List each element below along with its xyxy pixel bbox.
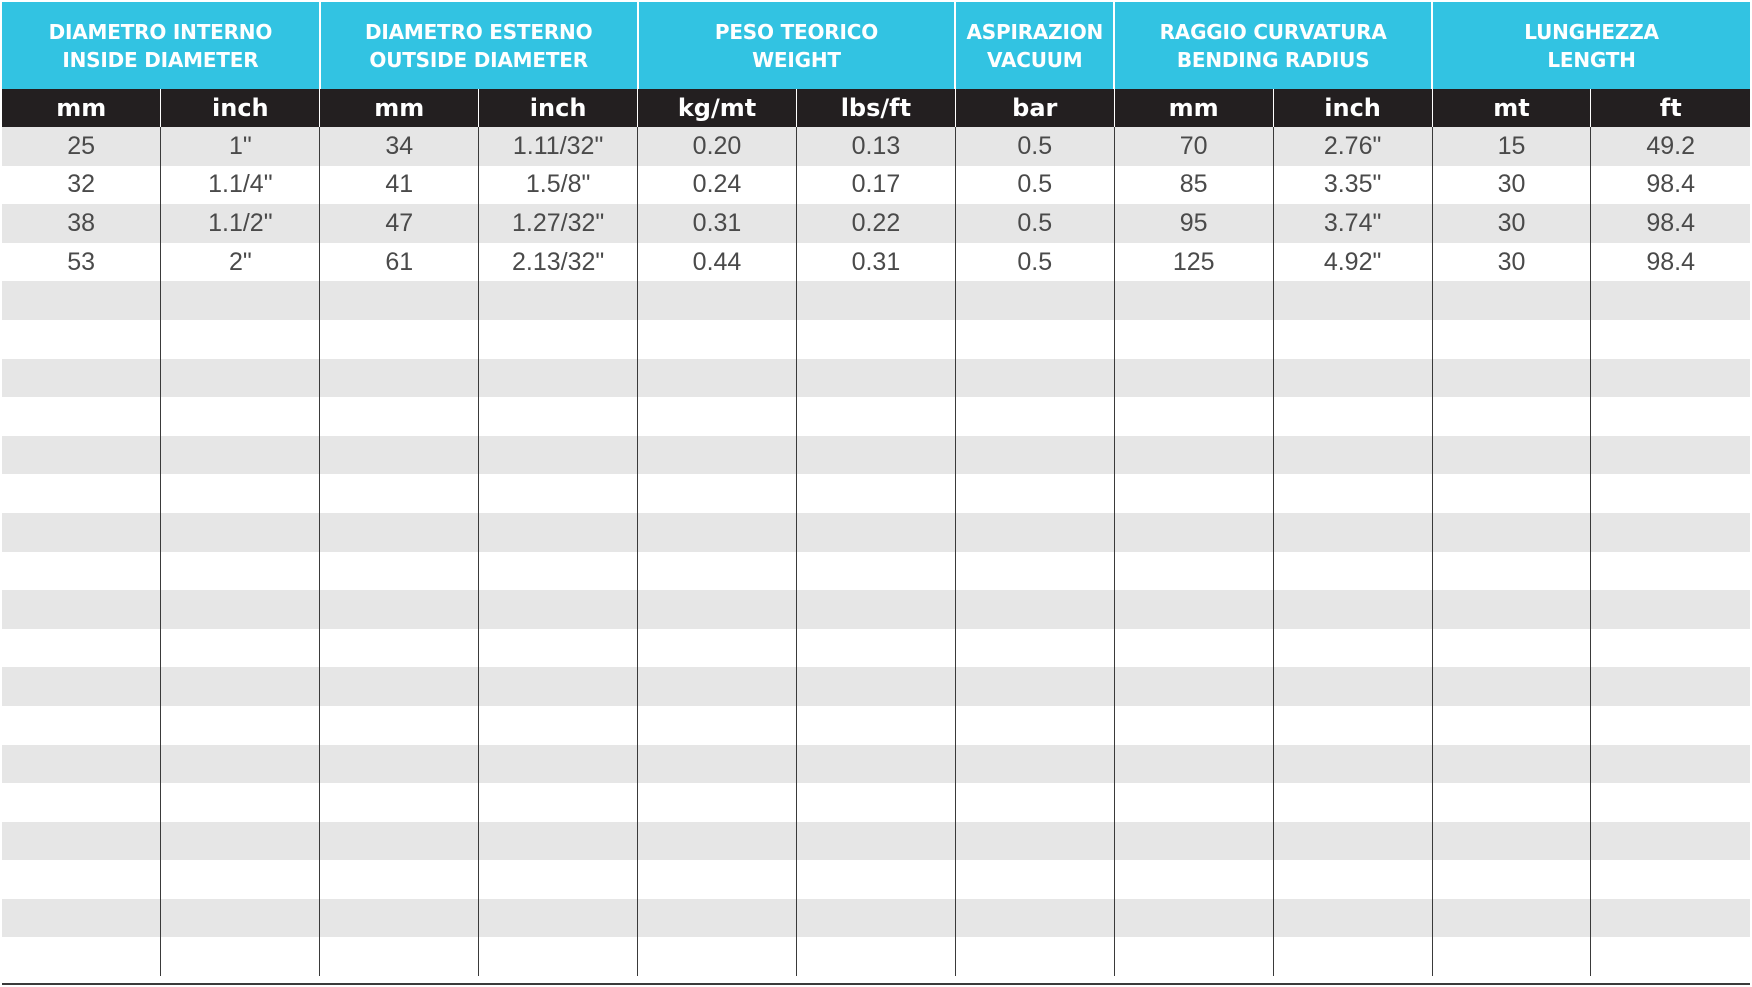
empty-cell (796, 474, 955, 513)
empty-cell (1432, 783, 1591, 822)
empty-cell (320, 745, 479, 784)
empty-cell (1273, 359, 1432, 398)
empty-cell (638, 397, 797, 436)
empty-cell (1591, 860, 1750, 899)
table-cell: 70 (1114, 127, 1273, 166)
empty-cell (2, 436, 161, 475)
empty-row (2, 552, 1750, 591)
empty-cell (1591, 359, 1750, 398)
empty-cell (1114, 745, 1273, 784)
group-header-weight (638, 2, 956, 89)
empty-cell (1114, 899, 1273, 938)
table-cell: 98.4 (1591, 243, 1750, 282)
unit-header: kg/mt (638, 89, 797, 127)
empty-cell (320, 783, 479, 822)
table-cell: 0.44 (638, 243, 797, 282)
empty-cell (479, 320, 638, 359)
empty-cell (1432, 937, 1591, 976)
empty-cell (955, 436, 1114, 475)
empty-cell (638, 937, 797, 976)
empty-cell (638, 320, 797, 359)
group-title-en: BENDING RADIUS (1176, 47, 1370, 72)
empty-cell (638, 513, 797, 552)
empty-cell (638, 552, 797, 591)
empty-cell (955, 706, 1114, 745)
empty-cell (796, 359, 955, 398)
empty-cell (2, 590, 161, 629)
group-title-en: OUTSIDE DIAMETER (369, 47, 588, 72)
group-title-it: DIAMETRO INTERNO (48, 19, 273, 44)
empty-cell (161, 436, 320, 475)
group-title-it: ASPIRAZION (966, 19, 1104, 44)
group-title-it: RAGGIO CURVATURA (1159, 19, 1387, 44)
hose-spec-table (2, 2, 1750, 976)
empty-cell (638, 590, 797, 629)
empty-cell (320, 359, 479, 398)
table-cell: 0.22 (796, 204, 955, 243)
empty-cell (1591, 320, 1750, 359)
empty-cell (2, 783, 161, 822)
empty-cell (796, 937, 955, 976)
empty-row (2, 745, 1750, 784)
empty-cell (161, 822, 320, 861)
empty-cell (1591, 667, 1750, 706)
table-cell: 47 (320, 204, 479, 243)
empty-cell (638, 474, 797, 513)
table-cell: 34 (320, 127, 479, 166)
empty-cell (2, 281, 161, 320)
empty-cell (796, 590, 955, 629)
empty-cell (1432, 281, 1591, 320)
unit-header: lbs/ft (796, 89, 955, 127)
empty-cell (1114, 937, 1273, 976)
empty-cell (638, 783, 797, 822)
empty-cell (1432, 706, 1591, 745)
group-header-outside-diameter (320, 2, 638, 89)
table-cell: 0.24 (638, 166, 797, 205)
empty-cell (796, 436, 955, 475)
empty-cell (161, 359, 320, 398)
empty-cell (479, 397, 638, 436)
empty-cell (2, 667, 161, 706)
empty-cell (1273, 281, 1432, 320)
empty-cell (1273, 590, 1432, 629)
empty-cell (1114, 359, 1273, 398)
empty-cell (1432, 359, 1591, 398)
empty-cell (320, 822, 479, 861)
empty-cell (320, 860, 479, 899)
empty-cell (479, 513, 638, 552)
empty-cell (1591, 513, 1750, 552)
empty-cell (320, 513, 479, 552)
empty-cell (955, 320, 1114, 359)
empty-row (2, 590, 1750, 629)
empty-cell (955, 899, 1114, 938)
group-title-it: PESO TEORICO (714, 19, 879, 44)
empty-row (2, 629, 1750, 668)
empty-cell (796, 706, 955, 745)
table-cell: 2.13/32" (479, 243, 638, 282)
unit-header: bar (955, 89, 1114, 127)
empty-cell (2, 745, 161, 784)
empty-cell (1591, 783, 1750, 822)
table-cell: 1" (161, 127, 320, 166)
table-cell: 30 (1432, 204, 1591, 243)
group-title-it: LUNGHEZZA (1524, 19, 1659, 44)
empty-cell (955, 860, 1114, 899)
unit-header: inch (479, 89, 638, 127)
empty-cell (955, 937, 1114, 976)
table-cell: 0.31 (796, 243, 955, 282)
empty-cell (1432, 590, 1591, 629)
table-cell: 2" (161, 243, 320, 282)
table-cell: 0.5 (955, 204, 1114, 243)
table-cell: 0.31 (638, 204, 797, 243)
empty-cell (638, 822, 797, 861)
empty-cell (479, 937, 638, 976)
empty-cell (796, 783, 955, 822)
empty-cell (1273, 474, 1432, 513)
empty-cell (2, 860, 161, 899)
table-cell: 0.20 (638, 127, 797, 166)
empty-cell (1273, 320, 1432, 359)
empty-cell (320, 706, 479, 745)
empty-cell (320, 629, 479, 668)
empty-cell (638, 706, 797, 745)
empty-cell (1114, 281, 1273, 320)
empty-cell (479, 745, 638, 784)
table-cell: 49.2 (1591, 127, 1750, 166)
table-cell: 30 (1432, 243, 1591, 282)
unit-header: mm (2, 89, 161, 127)
table-cell: 32 (2, 166, 161, 205)
empty-row (2, 667, 1750, 706)
empty-cell (1114, 552, 1273, 591)
table-cell: 41 (320, 166, 479, 205)
empty-cell (1432, 860, 1591, 899)
empty-row (2, 513, 1750, 552)
empty-cell (479, 359, 638, 398)
empty-cell (1432, 667, 1591, 706)
unit-header: mm (1114, 89, 1273, 127)
table-row (2, 243, 1750, 282)
empty-cell (1114, 706, 1273, 745)
empty-cell (2, 899, 161, 938)
empty-row (2, 899, 1750, 938)
empty-cell (955, 513, 1114, 552)
empty-row (2, 359, 1750, 398)
empty-cell (320, 397, 479, 436)
unit-header: inch (161, 89, 320, 127)
table-cell: 1.1/2" (161, 204, 320, 243)
empty-cell (1591, 590, 1750, 629)
unit-header: ft (1591, 89, 1750, 127)
empty-cell (1591, 937, 1750, 976)
table-cell: 98.4 (1591, 204, 1750, 243)
empty-cell (955, 359, 1114, 398)
empty-cell (2, 359, 161, 398)
empty-cell (955, 552, 1114, 591)
empty-cell (161, 745, 320, 784)
empty-cell (638, 899, 797, 938)
empty-cell (1432, 629, 1591, 668)
empty-row (2, 706, 1750, 745)
empty-cell (796, 745, 955, 784)
empty-cell (1432, 397, 1591, 436)
table-cell: 25 (2, 127, 161, 166)
empty-cell (955, 745, 1114, 784)
empty-cell (479, 436, 638, 475)
table-cell: 1.1/4" (161, 166, 320, 205)
empty-cell (479, 783, 638, 822)
empty-cell (1273, 822, 1432, 861)
empty-cell (1273, 937, 1432, 976)
empty-cell (161, 590, 320, 629)
empty-cell (1114, 590, 1273, 629)
empty-cell (479, 667, 638, 706)
empty-cell (320, 937, 479, 976)
empty-cell (796, 667, 955, 706)
empty-cell (479, 860, 638, 899)
empty-cell (638, 745, 797, 784)
unit-header: inch (1273, 89, 1432, 127)
empty-cell (1273, 513, 1432, 552)
empty-cell (320, 552, 479, 591)
table-cell: 0.17 (796, 166, 955, 205)
empty-cell (161, 783, 320, 822)
empty-cell (320, 590, 479, 629)
empty-cell (1273, 667, 1432, 706)
empty-cell (1273, 899, 1432, 938)
empty-cell (320, 899, 479, 938)
empty-cell (320, 474, 479, 513)
empty-cell (161, 397, 320, 436)
empty-cell (1591, 629, 1750, 668)
empty-cell (1273, 629, 1432, 668)
empty-cell (2, 706, 161, 745)
empty-cell (2, 552, 161, 591)
empty-cell (1114, 783, 1273, 822)
empty-cell (955, 629, 1114, 668)
empty-cell (1273, 783, 1432, 822)
group-header-vacuum (955, 2, 1114, 89)
empty-row (2, 937, 1750, 976)
empty-cell (1273, 860, 1432, 899)
empty-cell (2, 822, 161, 861)
empty-cell (1432, 552, 1591, 591)
empty-cell (638, 359, 797, 398)
empty-row (2, 822, 1750, 861)
empty-row (2, 436, 1750, 475)
empty-cell (479, 706, 638, 745)
table-cell: 4.92" (1273, 243, 1432, 282)
table-cell: 0.5 (955, 127, 1114, 166)
table-cell: 2.76" (1273, 127, 1432, 166)
empty-cell (2, 937, 161, 976)
table-cell: 30 (1432, 166, 1591, 205)
group-header-row (2, 2, 1750, 89)
empty-cell (1591, 899, 1750, 938)
empty-row (2, 397, 1750, 436)
empty-cell (796, 629, 955, 668)
empty-cell (161, 860, 320, 899)
empty-cell (1591, 281, 1750, 320)
empty-cell (1114, 513, 1273, 552)
empty-cell (1273, 397, 1432, 436)
empty-cell (638, 860, 797, 899)
empty-cell (2, 474, 161, 513)
empty-cell (320, 320, 479, 359)
empty-cell (479, 474, 638, 513)
empty-cell (1591, 552, 1750, 591)
empty-cell (2, 513, 161, 552)
table-row (2, 204, 1750, 243)
empty-cell (1591, 474, 1750, 513)
empty-cell (161, 552, 320, 591)
table-cell: 1.5/8" (479, 166, 638, 205)
empty-cell (479, 822, 638, 861)
group-header-length (1432, 2, 1750, 89)
table-cell: 0.5 (955, 166, 1114, 205)
table-cell: 3.74" (1273, 204, 1432, 243)
table-cell: 0.13 (796, 127, 955, 166)
empty-cell (1114, 629, 1273, 668)
empty-cell (955, 281, 1114, 320)
empty-cell (1432, 899, 1591, 938)
group-header-inside-diameter (2, 2, 320, 89)
empty-cell (796, 320, 955, 359)
bottom-rule (2, 983, 1750, 985)
empty-cell (1432, 436, 1591, 475)
empty-cell (796, 899, 955, 938)
empty-cell (796, 281, 955, 320)
empty-cell (479, 629, 638, 668)
table-cell: 38 (2, 204, 161, 243)
empty-cell (955, 783, 1114, 822)
empty-cell (161, 706, 320, 745)
empty-cell (479, 590, 638, 629)
group-title-en: INSIDE DIAMETER (62, 47, 259, 72)
table-cell: 1.27/32" (479, 204, 638, 243)
empty-cell (955, 397, 1114, 436)
empty-cell (1432, 474, 1591, 513)
empty-cell (1432, 320, 1591, 359)
empty-cell (479, 899, 638, 938)
empty-cell (479, 281, 638, 320)
table-row (2, 127, 1750, 166)
empty-cell (1432, 745, 1591, 784)
unit-header: mm (320, 89, 479, 127)
unit-header: mt (1432, 89, 1591, 127)
empty-row (2, 281, 1750, 320)
table-cell: 1.11/32" (479, 127, 638, 166)
empty-cell (1591, 436, 1750, 475)
group-title-en: LENGTH (1547, 47, 1636, 72)
empty-cell (796, 822, 955, 861)
empty-cell (638, 667, 797, 706)
empty-cell (1114, 320, 1273, 359)
empty-cell (638, 629, 797, 668)
table-cell: 85 (1114, 166, 1273, 205)
empty-row (2, 474, 1750, 513)
empty-cell (1114, 397, 1273, 436)
empty-cell (796, 860, 955, 899)
empty-cell (161, 667, 320, 706)
empty-cell (1114, 436, 1273, 475)
empty-cell (955, 667, 1114, 706)
table-cell: 61 (320, 243, 479, 282)
table-body (2, 127, 1750, 976)
empty-cell (161, 281, 320, 320)
empty-cell (955, 590, 1114, 629)
empty-cell (161, 899, 320, 938)
empty-cell (320, 436, 479, 475)
empty-cell (479, 552, 638, 591)
empty-cell (2, 397, 161, 436)
empty-row (2, 320, 1750, 359)
empty-cell (1591, 706, 1750, 745)
table-cell: 95 (1114, 204, 1273, 243)
empty-cell (1591, 745, 1750, 784)
table-row (2, 166, 1750, 205)
empty-cell (1591, 822, 1750, 861)
empty-cell (1114, 860, 1273, 899)
empty-cell (161, 513, 320, 552)
empty-cell (161, 320, 320, 359)
empty-cell (2, 629, 161, 668)
table-cell: 0.5 (955, 243, 1114, 282)
empty-cell (955, 474, 1114, 513)
empty-cell (2, 320, 161, 359)
empty-row (2, 783, 1750, 822)
table-cell: 15 (1432, 127, 1591, 166)
table-cell: 3.35" (1273, 166, 1432, 205)
group-title-it: DIAMETRO ESTERNO (364, 19, 593, 44)
empty-row (2, 860, 1750, 899)
group-header-bending-radius (1114, 2, 1432, 89)
empty-cell (638, 436, 797, 475)
unit-header-row (2, 89, 1750, 127)
empty-cell (161, 629, 320, 668)
empty-cell (1273, 706, 1432, 745)
empty-cell (1114, 474, 1273, 513)
empty-cell (1114, 822, 1273, 861)
empty-cell (1591, 397, 1750, 436)
empty-cell (1114, 667, 1273, 706)
empty-cell (955, 822, 1114, 861)
empty-cell (1273, 745, 1432, 784)
empty-cell (161, 937, 320, 976)
empty-cell (320, 281, 479, 320)
empty-cell (1432, 822, 1591, 861)
table-cell: 125 (1114, 243, 1273, 282)
empty-cell (796, 552, 955, 591)
group-title-en: WEIGHT (752, 47, 841, 72)
table-cell: 53 (2, 243, 161, 282)
empty-cell (1273, 552, 1432, 591)
empty-cell (638, 281, 797, 320)
empty-cell (1273, 436, 1432, 475)
empty-cell (796, 513, 955, 552)
empty-cell (320, 667, 479, 706)
table-cell: 98.4 (1591, 166, 1750, 205)
empty-cell (796, 397, 955, 436)
group-title-en: VACUUM (987, 47, 1083, 72)
empty-cell (161, 474, 320, 513)
empty-cell (1432, 513, 1591, 552)
